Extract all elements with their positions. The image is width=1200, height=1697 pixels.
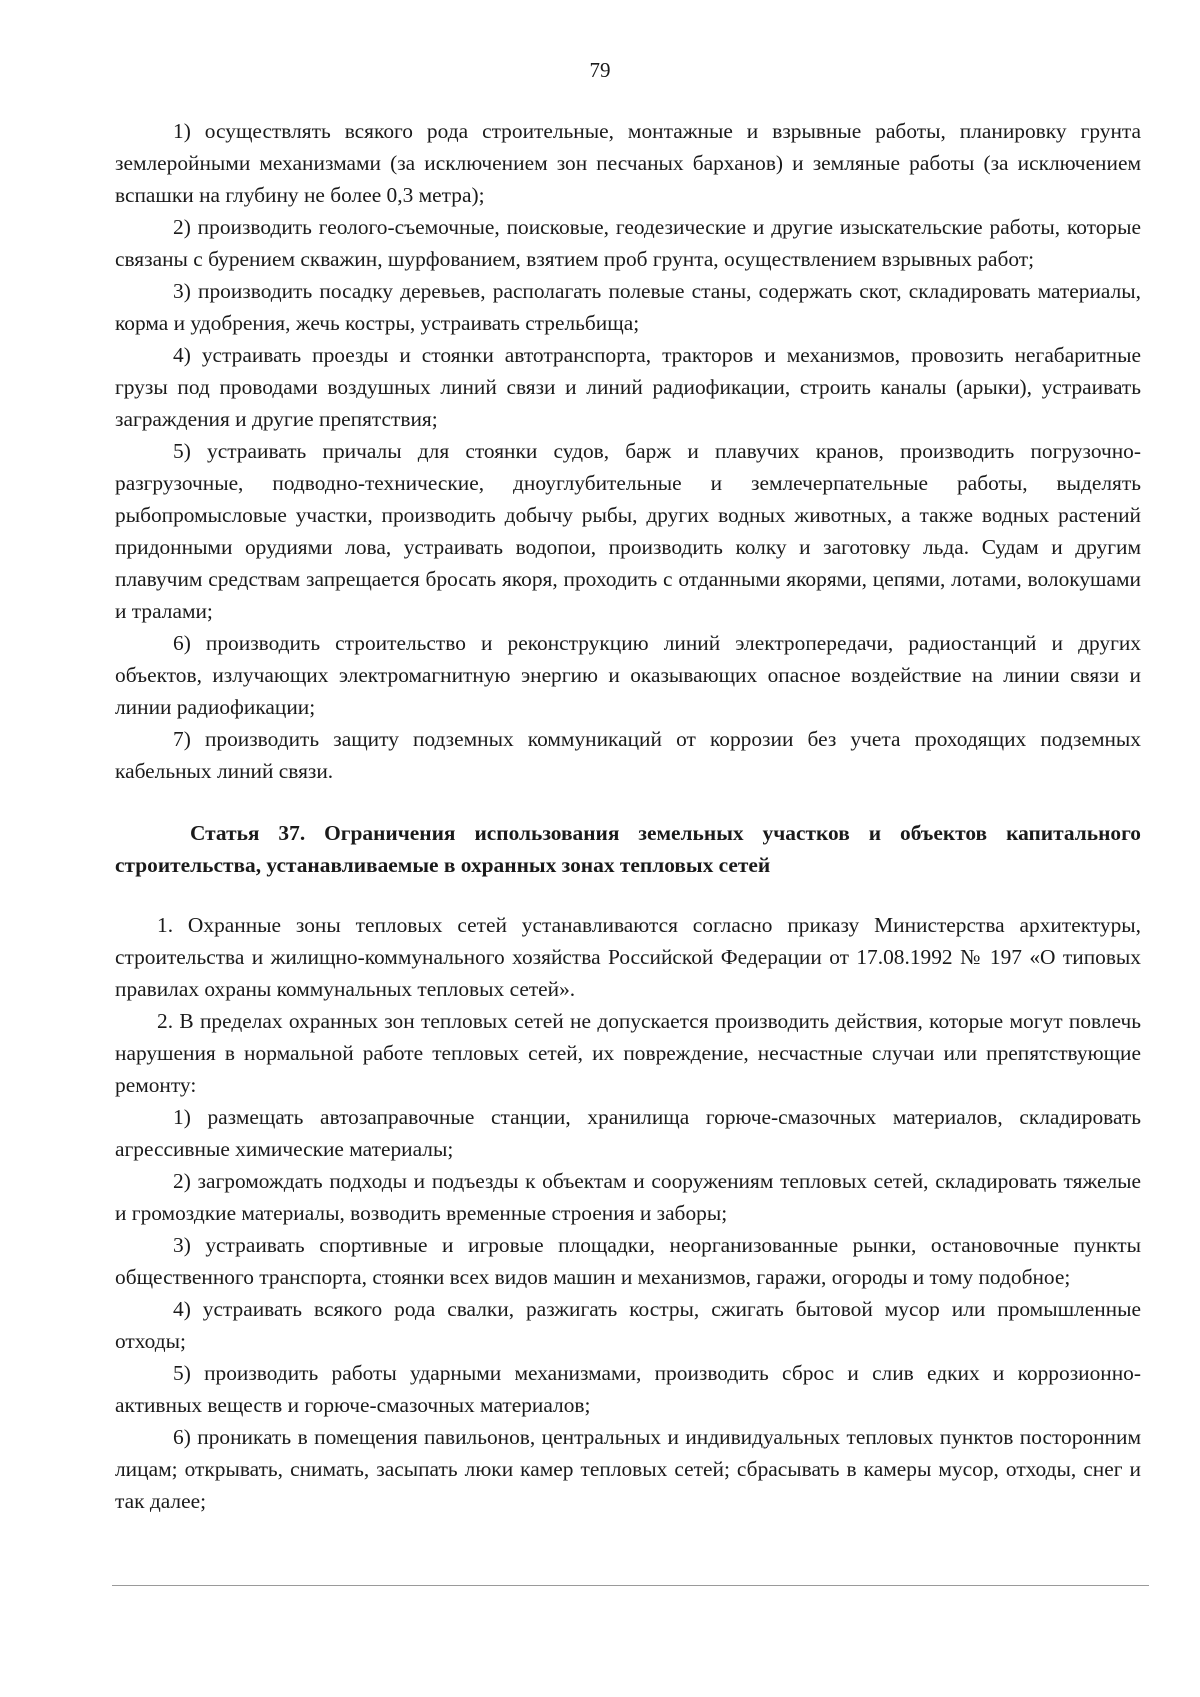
list-item: 1) осуществлять всякого рода строительные, монтажные и взрывные работы, планировку грунта землеройными механизмами (за исключением зон песчаных барханов) и земляные работы (за исключением вспашки на глубину не более 0,3 метра); [115, 119, 1141, 207]
list-item: 4) устраивать проезды и стоянки автотранспорта, тракторов и механизмов, провозить негабаритные грузы под проводами воздушных линий связи и линий радиофикации, строить каналы (арыки), устраивать заграждения и другие препятствия; [115, 343, 1141, 431]
list-item: 5) производить работы ударными механизмами, производить сброс и слив едких и коррозионно-активных веществ и горюче-смазочных материалов; [115, 1361, 1141, 1417]
article-point: 1. Охранные зоны тепловых сетей устанавливаются согласно приказу Министерства архитектуры, строительства и жилищно-коммунального хозяйства Российской Федерации от 17.08.1992 № 197 «О типовых правилах охраны коммунальных тепловых сетей». [115, 913, 1141, 1001]
list-item: 1) размещать автозаправочные станции, хранилища горюче-смазочных материалов, складировать агрессивные химические материалы; [115, 1105, 1141, 1161]
list-item: 7) производить защиту подземных коммуникаций от коррозии без учета проходящих подземных кабельных линий связи. [115, 727, 1141, 783]
footer-divider [112, 1585, 1149, 1586]
list-item: 6) проникать в помещения павильонов, центральных и индивидуальных тепловых пунктов посторонним лицам; открывать, снимать, засыпать люки камер тепловых сетей; сбрасывать в камеры мусор, отходы, снег и так далее; [115, 1425, 1141, 1513]
list-item: 5) устраивать причалы для стоянки судов, барж и плавучих кранов, производить погрузочно-разгрузочные, подводно-технические, дноуглубительные и землечерпательные работы, выделять рыбопромысловые участки, производить добычу рыбы, других водных животных, а также водных растений придонными орудиями лова, устраивать водопои, производить колку и заготовку льда. Судам и другим плавучим средствам запрещается бросать якоря, проходить с отданными якорями, цепями, лотами, волокушами и тралами; [115, 439, 1141, 623]
article-heading: Статья 37. Ограничения использования земельных участков и объектов капитального строительства, устанавливаемые в охранных зонах тепловых сетей [115, 821, 1141, 877]
document-body [115, 115, 1141, 1517]
list-item: 4) устраивать всякого рода свалки, разжигать костры, сжигать бытовой мусор или промышленные отходы; [115, 1297, 1141, 1353]
list-item: 2) производить геолого-съемочные, поисковые, геодезические и другие изыскательские работы, которые связаны с бурением скважин, шурфованием, взятием проб грунта, осуществлением взрывных работ; [115, 215, 1141, 271]
list-item: 3) устраивать спортивные и игровые площадки, неорганизованные рынки, остановочные пункты общественного транспорта, стоянки всех видов машин и механизмов, гаражи, огороды и тому подобное; [115, 1233, 1141, 1289]
list-item: 6) производить строительство и реконструкцию линий электропередачи, радиостанций и других объектов, излучающих электромагнитную энергию и оказывающих опасное воздействие на линии связи и линии радиофикации; [115, 631, 1141, 719]
article-point: 2. В пределах охранных зон тепловых сетей не допускается производить действия, которые могут повлечь нарушения в нормальной работе тепловых сетей, их повреждение, несчастные случаи или препятствующие ремонту: [115, 1009, 1141, 1097]
page-number: 79 [589, 58, 611, 82]
list-item: 2) загромождать подходы и подъезды к объектам и сооружениям тепловых сетей, складировать тяжелые и громоздкие материалы, возводить временные строения и заборы; [115, 1169, 1141, 1225]
list-item: 3) производить посадку деревьев, располагать полевые станы, содержать скот, складировать материалы, корма и удобрения, жечь костры, устраивать стрельбища; [115, 279, 1141, 335]
